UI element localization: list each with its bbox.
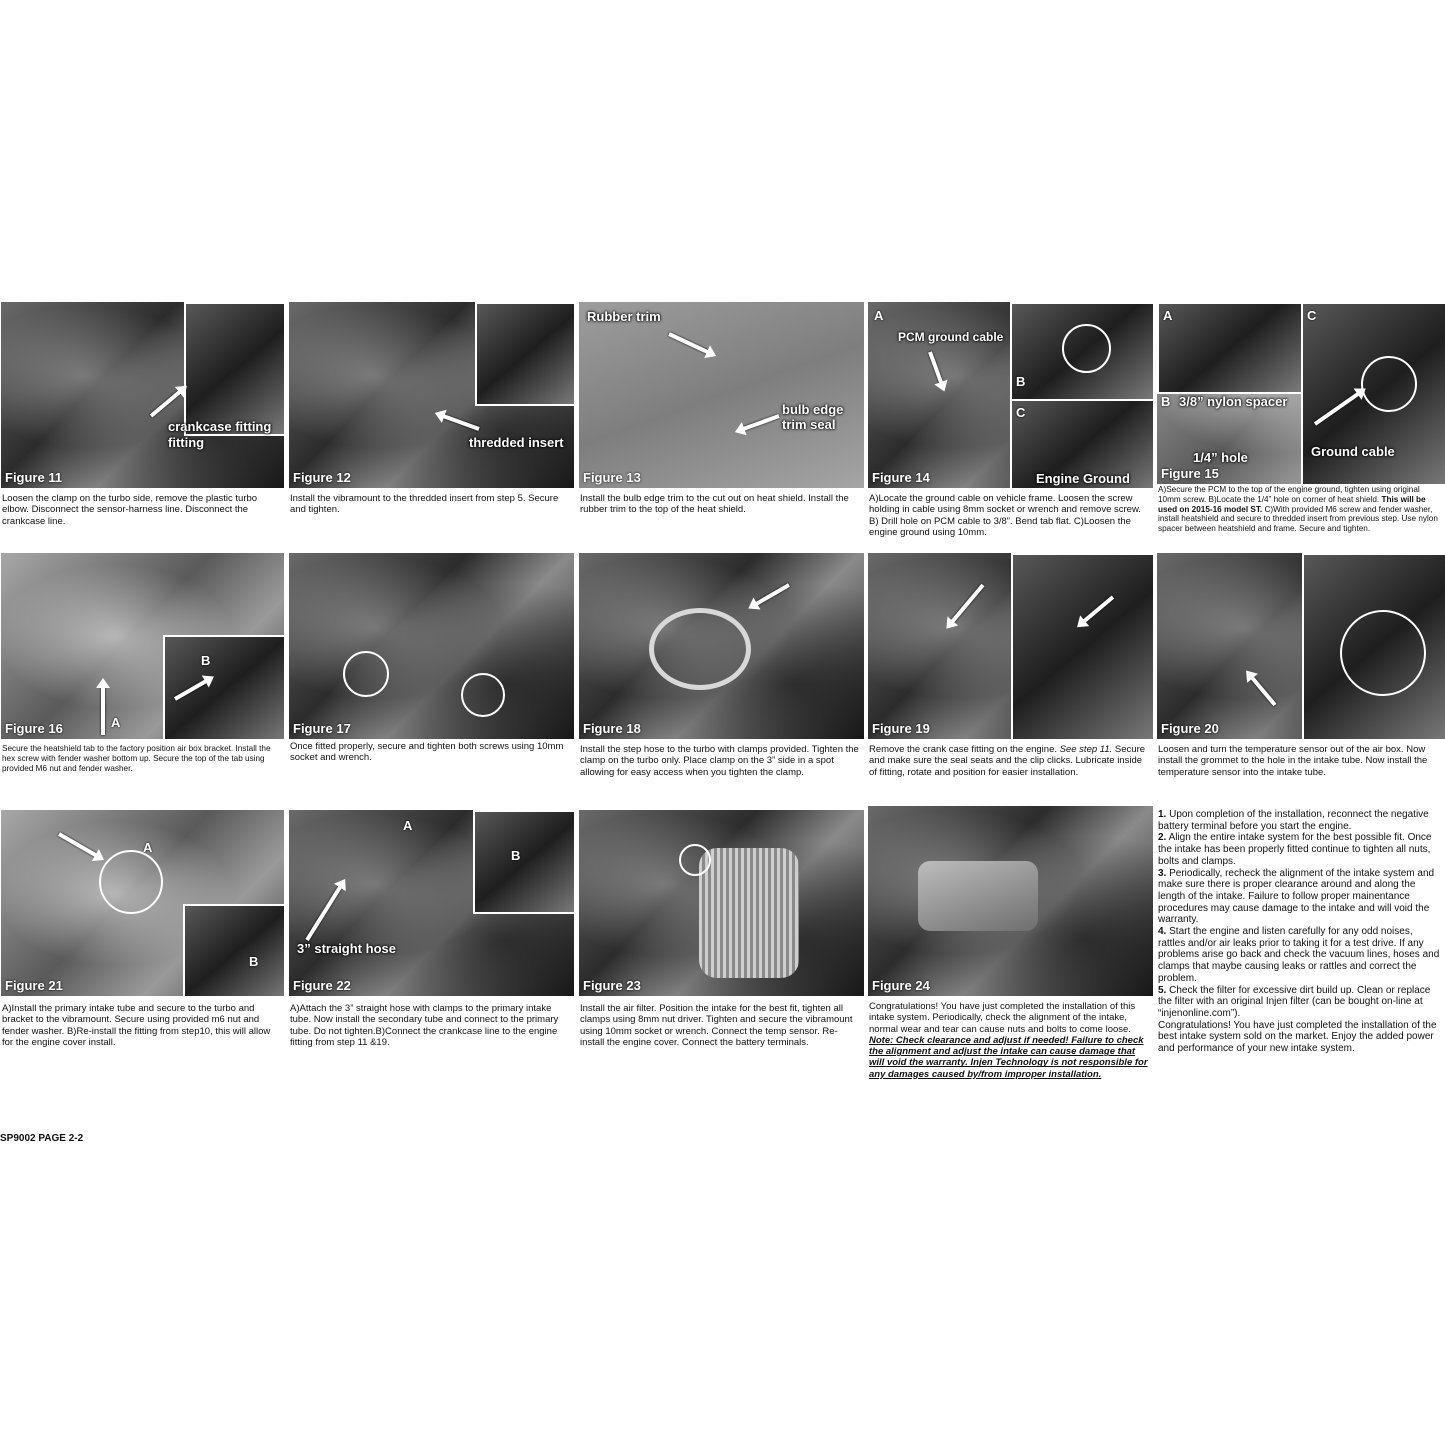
figure-label: Figure 12 — [293, 470, 351, 485]
highlight-circle — [1361, 356, 1417, 412]
letter-a: A — [874, 308, 884, 323]
arrow-icon — [150, 389, 183, 418]
caption-text: A)Secure the PCM to the top of the engine ground, tighten using original 10mm screw. B)Locate the 1/4” hole on corner of heat shield. — [1158, 485, 1420, 504]
figure-label: Figure 18 — [583, 721, 641, 736]
inset-photo — [163, 635, 285, 740]
callout-fitting: fitting — [168, 435, 205, 450]
highlight-circle — [1062, 324, 1111, 373]
photo-figure-14 — [867, 301, 1154, 489]
caption-italic: See step 11. — [1059, 744, 1113, 755]
caption-text: Remove the crank case fitting on the engine. — [869, 744, 1060, 755]
caption-figure-12: Install the vibramount to the thredded insert from step 5. Secure and tighten. — [290, 493, 559, 516]
caption-text: Secure and make sure the seal seats and the clip clicks. Lubricate inside of fitting, rotate and position for easier installation. — [869, 744, 1146, 778]
callout-straight-hose: 3” straight hose — [297, 941, 396, 956]
figure-label: Figure 24 — [872, 978, 930, 993]
caption-figure-23: Install the air filter. Position the intake for the best fit, tighten all clamps using 8mm nut driver. Tighten and secure the vibramount using 10mm socket or wrench. Connect the temp sensor. Re-install the engine cover. Connect the battery terminals. — [580, 1003, 853, 1048]
photo-figure-18 — [578, 552, 865, 740]
note-5 — [1158, 985, 1440, 1020]
figure-label: Figure 23 — [583, 978, 641, 993]
callout-hole: 1/4” hole — [1193, 450, 1248, 465]
photo-figure-11 — [0, 301, 285, 489]
arrow-icon — [1081, 595, 1114, 624]
arrow-icon — [1249, 675, 1276, 707]
letter-b: B — [1016, 374, 1026, 389]
callout-thredded-insert: thredded insert — [469, 435, 564, 450]
arrow-icon — [741, 414, 780, 431]
letter-c: C — [1307, 308, 1317, 323]
callout-ground-cable: Ground cable — [1311, 444, 1395, 459]
caption-figure-14: A)Locate the ground cable on vehicle frame. Loosen the screw holding in cable using 8mm socket or wrench and remove screw. B) Drill hole on PCM cable to 3/8”. Bend tab flat. C)Loosen the engine ground using 10mm. — [869, 493, 1141, 538]
hose-ring — [649, 608, 751, 690]
caption-figure-17: Once fitted properly, secure and tighten both screws using 10mm socket and wrench. — [290, 741, 564, 764]
photo-figure-15 — [1156, 301, 1445, 485]
figure-label: Figure 19 — [872, 721, 930, 736]
letter-a: A — [143, 840, 153, 855]
highlight-circle — [461, 673, 505, 717]
figure-label: Figure 15 — [1161, 466, 1219, 481]
figure-label: Figure 22 — [293, 978, 351, 993]
note-number: 3. — [1158, 867, 1167, 879]
caption-warning: Note: Check clearance and adjust if needed! Failure to check the alignment and adjust the intake can cause damage that will void the warranty. Injen Technology is not responsible for any damages caused by/from improper installation. — [869, 1034, 1148, 1080]
callout-engine-ground: Engine Ground — [1036, 471, 1130, 486]
photo-figure-12 — [288, 301, 575, 489]
arrow-icon — [949, 584, 984, 625]
letter-b: B — [201, 653, 211, 668]
letter-b: B — [249, 954, 259, 969]
note-text: Align the entire intake system for the best possible fit. Once the intake has been properly fitted continue to tighten all nuts, bolts and clamps. — [1158, 832, 1432, 867]
note-number: 5. — [1158, 984, 1167, 996]
note-3 — [1158, 868, 1440, 927]
figure-label: Figure 13 — [583, 470, 641, 485]
letter-a: A — [111, 715, 121, 730]
caption-figure-16: Secure the heatshield tab to the factory position air box bracket. Install the hex screw with fender washer bottom up. Secure the top of the tab using provided M6 nut and fender washer. — [2, 744, 271, 773]
letter-c: C — [1016, 405, 1026, 420]
arrow-icon — [753, 583, 790, 606]
caption-bold: This will be used on 2015-16 model ST. — [1158, 494, 1426, 514]
photo-figure-21 — [0, 809, 285, 997]
caption-figure-15 — [1158, 485, 1442, 534]
inset-photo — [1010, 399, 1154, 489]
note-text: Start the engine and listen carefully for any odd noises, rattles and/or air leaks prior to taking it for a test drive. If any problems arise go back and check the vacuum lines, hoses and clamps that maybe causing leaks or rattles and correct the problem. — [1158, 926, 1440, 984]
arrow-icon — [58, 832, 99, 858]
inset-photo — [1010, 302, 1154, 401]
note-text: Upon completion of the installation, reconnect the negative battery terminal before you start the engine. — [1158, 809, 1429, 832]
highlight-circle — [99, 850, 163, 914]
inset-photo — [1011, 553, 1154, 740]
note-text: Check the filter for excessive dirt build up. Clean or replace the filter with an original Injen filter (can be bought on-line at “injenonline.com”). — [1158, 984, 1431, 1019]
photo-figure-24 — [867, 805, 1154, 997]
caption-figure-20: Loosen and turn the temperature sensor out of the air box. Now install the grommet to the hole in the intake tube. Now install the temperature sensor into the intake tube. — [1158, 744, 1428, 778]
inset-photo — [475, 302, 575, 406]
callout-pcm-ground: PCM ground cable — [898, 330, 1004, 344]
caption-text: Congratulations! You have just completed the installation of this intake system. Periodically, check the alignment of the intake, normal wear and tear can cause nuts and bolts to come loose. — [869, 1001, 1136, 1035]
caption-figure-18: Install the step hose to the turbo with clamps provided. Tighten the clamp on the turbo only. Place clamp on the 3” side in a spot allowing for easy access when you tighten the clamp. — [580, 744, 859, 778]
caption-text: C)With provided M6 screw and fender washer, install heatshield and secure to thredded insert from previous step. Use nylon spacer between heatshield and frame. Secure and tighten. — [1158, 504, 1438, 534]
engine-cover-icon — [918, 861, 1038, 931]
callout-nylon-spacer: 3/8” nylon spacer — [1179, 394, 1288, 409]
note-4 — [1158, 926, 1440, 985]
figure-label: Figure 20 — [1161, 721, 1219, 736]
caption-figure-21: A)Install the primary intake tube and secure to the turbo and bracket to the vibramount. Secure using provided m6 nut and fender washer. B)Re-install the fitting from step10, this will allow for the engine cover install. — [2, 1003, 271, 1048]
photo-figure-19 — [867, 552, 1154, 740]
note-text: Periodically, recheck the alignment of the intake system and make sure there is proper clearance around and along the length of the intake. Failure to follow proper mainentance procedures may cause damage to the intake and will void the warranty. — [1158, 867, 1435, 926]
arrow-icon — [668, 332, 710, 355]
highlight-circle — [1340, 610, 1426, 696]
letter-b: B — [511, 848, 521, 863]
letter-b: B — [1161, 394, 1171, 409]
inset-photo — [473, 810, 575, 914]
inset-photo — [184, 302, 285, 436]
arrow-icon — [1314, 391, 1361, 426]
arrow-icon — [174, 678, 209, 700]
photo-figure-13 — [578, 301, 865, 489]
callout-crankcase: crankcase fitting — [168, 419, 272, 434]
arrow-icon — [928, 351, 944, 385]
caption-figure-19 — [869, 744, 1149, 778]
callout-bulb-edge: bulb edge trim seal — [782, 402, 844, 432]
photo-figure-20 — [1156, 552, 1445, 740]
letter-a: A — [403, 818, 413, 833]
arrow-icon — [441, 413, 480, 430]
note-1 — [1158, 809, 1440, 832]
inset-photo — [1302, 553, 1445, 740]
page-footer: SP9002 PAGE 2-2 — [0, 1133, 84, 1144]
caption-figure-22: A)Attach the 3” straight hose with clamps to the primary intake tube. Now install the secondary tube and connect to the primary tube. Do not tighten.B)Connect the crankcase line to the engine fitting from step 11 &19. — [290, 1003, 559, 1048]
figure-label: Figure 14 — [872, 470, 930, 485]
final-notes — [1158, 809, 1440, 1055]
figure-label: Figure 21 — [5, 978, 63, 993]
caption-figure-11: Loosen the clamp on the turbo side, remove the plastic turbo elbow. Disconnect the sensor-harness line. Disconnect the crankcase line. — [2, 493, 258, 527]
figure-label: Figure 16 — [5, 721, 63, 736]
figure-label: Figure 11 — [5, 470, 63, 485]
note-number: 1. — [1158, 809, 1167, 820]
note-number: 2. — [1158, 832, 1167, 844]
photo-figure-17 — [288, 552, 575, 740]
note-number: 4. — [1158, 926, 1167, 938]
caption-figure-13: Install the bulb edge trim to the cut out on heat shield. Install the rubber trim to the top of the heat shield. — [580, 493, 849, 516]
callout-rubber-trim: Rubber trim — [587, 309, 661, 324]
highlight-circle — [343, 651, 389, 697]
air-filter-icon — [699, 848, 799, 978]
photo-figure-23 — [578, 809, 865, 997]
arrow-icon — [101, 685, 105, 735]
arrow-icon — [305, 884, 343, 941]
closing-text: Congratulations! You have just completed the installation of the best intake system sold on the market. Enjoy the added power and performance of your new intake system. — [1158, 1019, 1437, 1055]
figure-label: Figure 17 — [293, 721, 351, 736]
highlight-circle — [679, 844, 711, 876]
letter-a: A — [1163, 308, 1173, 323]
inset-photo — [1301, 302, 1445, 485]
inset-photo — [183, 904, 285, 997]
caption-figure-24 — [869, 1001, 1149, 1080]
photo-figure-22 — [288, 809, 575, 997]
inset-photo — [1157, 302, 1303, 394]
photo-figure-16 — [0, 552, 285, 740]
note-2 — [1158, 832, 1440, 867]
